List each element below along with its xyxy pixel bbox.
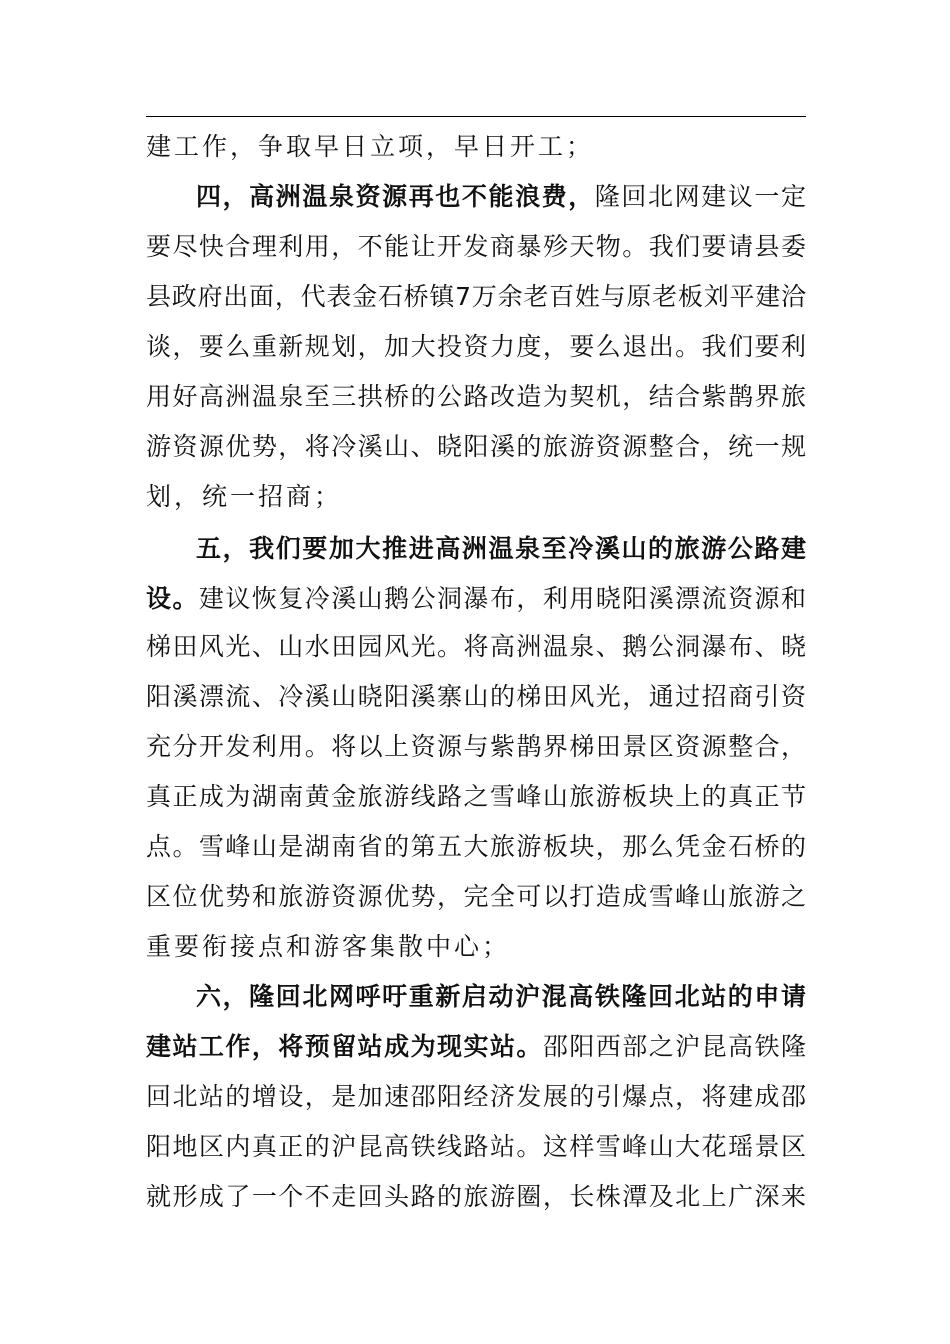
text-line xyxy=(146,372,806,422)
text-normal: 邵阳西部之沪昆高铁隆 xyxy=(542,1032,806,1061)
text-bold: 五，我们要加大推进高洲温泉至冷溪山的旅游公路建 xyxy=(196,534,806,563)
text-normal: 区位优势和旅游资源优势，完全可以打造成雪峰山旅游之 xyxy=(146,882,806,911)
text-normal: 7万余老百姓与原老板刘平建洽 xyxy=(455,282,806,311)
text-line xyxy=(196,524,806,574)
text-normal: 真正成为湖南黄金旅游线路之雪峰山旅游板块上的真正节 xyxy=(146,782,806,811)
text-normal: 县政府出面，代表金石桥镇 xyxy=(146,282,456,311)
text-bold: 六，隆回北网呼吁重新启动沪混高铁隆回北站的申请 xyxy=(196,982,806,1011)
text-line xyxy=(196,172,806,222)
text-normal: 隆回北网建议一定 xyxy=(594,182,806,211)
text-normal: 阳溪漂流、冷溪山晓阳溪寨山的梯田风光，通过招商引资 xyxy=(146,682,806,711)
text-line xyxy=(146,872,806,922)
text-normal: 阳地区内真正的沪昆高铁线路站。这样雪峰山大花瑶景区 xyxy=(146,1132,806,1161)
text-normal: 游资源优势，将冷溪山、晓阳溪的旅游资源整合，统一规 xyxy=(146,432,806,461)
text-line xyxy=(146,574,806,624)
text-normal: 划，统一招商； xyxy=(146,482,343,511)
text-normal: 重要衔接点和游客集散中心； xyxy=(146,932,511,961)
text-line xyxy=(146,772,806,822)
text-normal: 就形成了一个不走回头路的旅游圈，长株潭及北上广深来 xyxy=(146,1182,806,1211)
text-line xyxy=(196,972,806,1022)
text-line xyxy=(146,222,806,272)
text-normal: 要尽快合理利用，不能让开发商暴殄天物。我们要请县委 xyxy=(146,232,806,261)
text-normal: 用好高洲温泉至三拱桥的公路改造为契机，结合紫鹊界旅 xyxy=(146,382,806,411)
text-line xyxy=(146,322,806,372)
text-bold: 设。 xyxy=(146,584,199,613)
text-normal: 梯田风光、山水田园风光。将高洲温泉、鹅公洞瀑布、晓 xyxy=(146,632,806,661)
text-line xyxy=(146,1122,806,1172)
text-line xyxy=(146,822,806,872)
text-normal: 谈，要么重新规划，加大投资力度，要么退出。我们要利 xyxy=(146,332,806,361)
text-line xyxy=(146,672,806,722)
text-normal: 回北站的增设，是加速邵阳经济发展的引爆点，将建成邵 xyxy=(146,1082,806,1111)
text-bold: 建站工作，将预留站成为现实站。 xyxy=(146,1032,543,1061)
text-line xyxy=(146,922,806,972)
text-line xyxy=(146,122,806,172)
text-normal: 充分开发利用。将以上资源与紫鹊界梯田景区资源整合， xyxy=(146,732,806,761)
header-rule xyxy=(146,116,806,117)
text-bold: 四，高洲温泉资源再也不能浪费， xyxy=(196,182,595,211)
text-line xyxy=(146,1022,806,1072)
text-line xyxy=(146,622,806,672)
text-line xyxy=(146,272,806,322)
text-normal: 建议恢复冷溪山鹅公洞瀑布，利用晓阳溪漂流资源和 xyxy=(198,584,806,613)
text-line xyxy=(146,422,806,472)
text-line xyxy=(146,1072,806,1122)
text-normal: 建工作，争取早日立项，早日开工； xyxy=(146,132,595,161)
text-line xyxy=(146,472,806,522)
text-line xyxy=(146,722,806,772)
text-line xyxy=(146,1172,806,1222)
text-normal: 点。雪峰山是湖南省的第五大旅游板块，那么凭金石桥的 xyxy=(146,832,806,861)
